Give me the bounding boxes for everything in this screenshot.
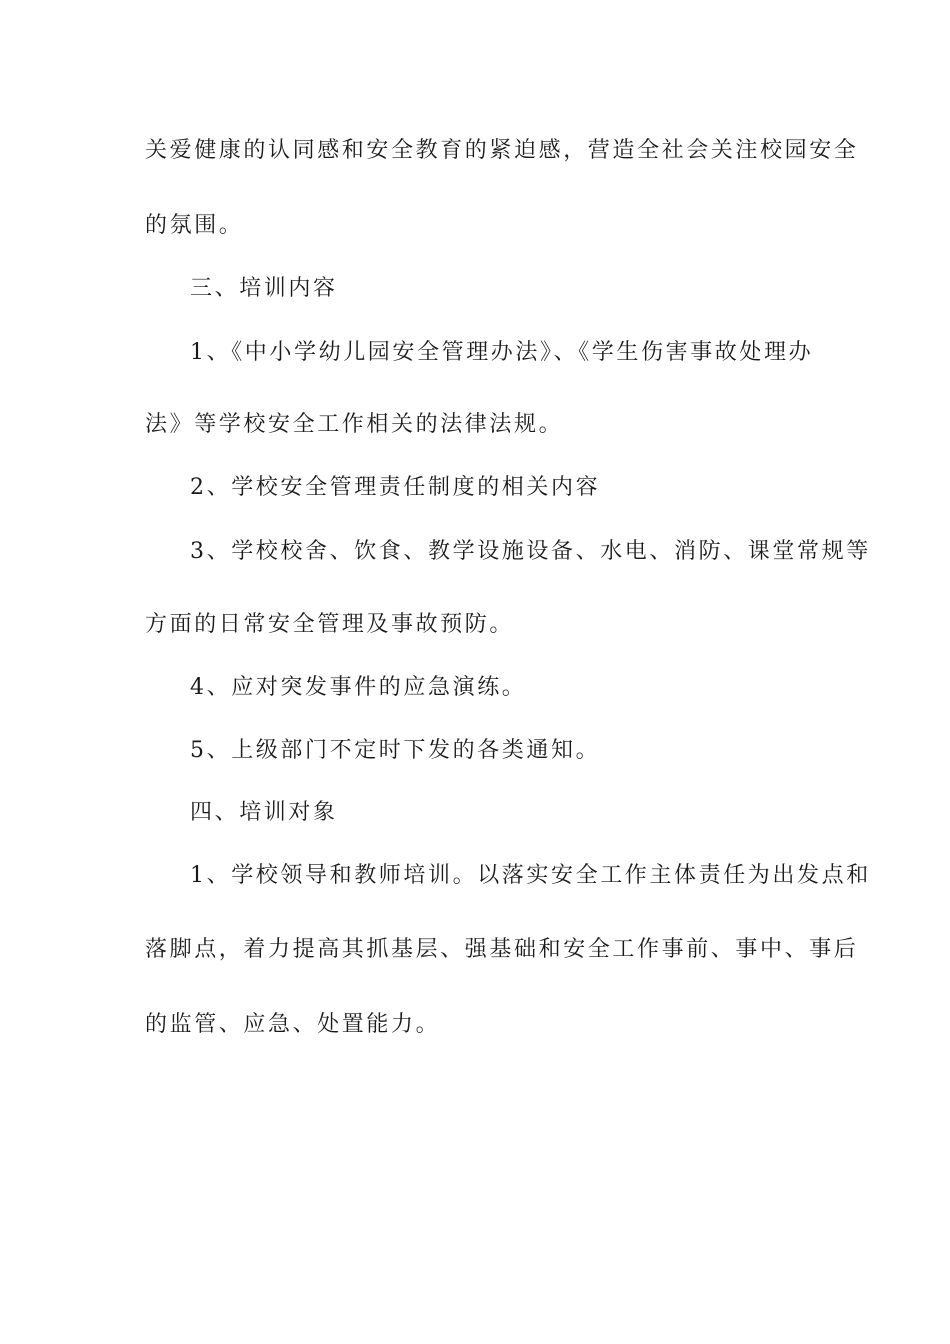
paragraph-line: 关爱健康的认同感和安全教育的紧迫感，营造全社会关注校园安全 <box>145 138 859 163</box>
paragraph-line: 的监管、应急、处置能力。 <box>145 1012 441 1037</box>
list-item: 1、学校领导和教师培训。以落实安全工作主体责任为出发点和 <box>190 863 871 888</box>
section-heading-training-target: 四、培训对象 <box>190 800 338 825</box>
list-item: 5、上级部门不定时下发的各类通知。 <box>190 738 601 763</box>
paragraph-line: 的氛围。 <box>145 213 244 238</box>
paragraph-line: 落脚点，着力提高其抓基层、强基础和安全工作事前、事中、事后 <box>145 937 859 962</box>
list-item: 1、《中小学幼儿园安全管理办法》、《学生伤害事故处理办 <box>190 340 814 365</box>
list-item: 2、学校安全管理责任制度的相关内容 <box>190 475 601 500</box>
list-item: 3、学校校舍、饮食、教学设施设备、水电、消防、课堂常规等 <box>190 539 871 564</box>
section-heading-training-content: 三、培训内容 <box>190 276 338 301</box>
paragraph-line: 法》等学校安全工作相关的法律法规。 <box>145 412 564 437</box>
list-item: 4、应对突发事件的应急演练。 <box>190 675 527 700</box>
paragraph-line: 方面的日常安全管理及事故预防。 <box>145 612 515 637</box>
